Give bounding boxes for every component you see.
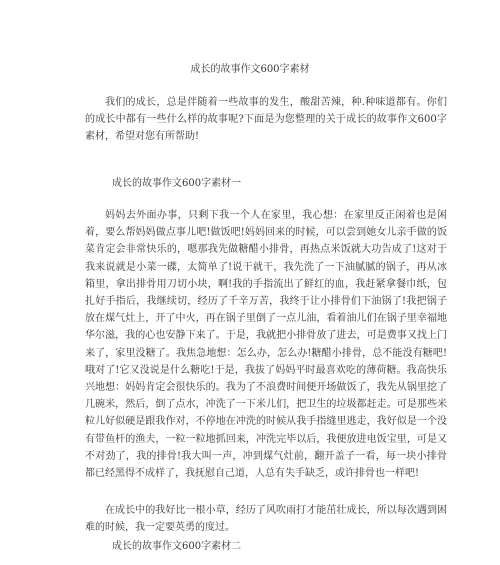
closing-paragraph: 在成长中的我好比一根小草，经历了风吹雨打才能茁壮成长，所以每次遇到困难的时候，我一定要英勇的度过。 (85, 505, 447, 534)
document-title: 成长的故事作文600字素材 (190, 64, 310, 75)
section-heading-2: 成长的故事作文600字素材二 (112, 541, 242, 552)
section-heading-1: 成长的故事作文600字素材一 (112, 178, 242, 189)
story-paragraph: 妈妈去外面办事，只剩下我一个人在家里，我心想：在家里反正闲着也是闲着，要么帮妈妈做点事儿吧!做饭吧!妈妈回来的时候，可以尝到她女儿亲手做的饭菜肯定会非常快乐的，嗯那我先做糖醋小排骨，再热点米饭就大功告成了!这对于我来说就是小菜一碟，太简单了!说干就干，我先洗了一下油腻腻的锅子，再从冰箱里，拿出排骨用刀切小块，啊!我的手指流出了鲜红的血，我赶紧拿餐巾纸，包扎好手指后，我继续切，经历了千辛万苦，我终于让小排骨们下油锅了!我把锅子放在煤气灶上，开了中火，再在锅子里倒了一点儿油，看着油儿们在锅子里幸福地华尔滋，我的心也安静下来了。于是，我就把小排骨放了进去，可是费事又找上门来了，家里没糖了。我焦急地想：怎么办，怎么办!糖醋小排骨，总不能没有糖吧!哦对了!它又没说是什么糖吃!于是，我拔了妈妈平时最喜欢吃的薄荷糖。我高快乐兴地想：妈妈肯定会很快乐的。我为了不浪费时间便开场做饭了，我先从锅里挖了几碗米，然后，倒了点水，冲洗了一下米儿们，把卫生的垃圾都赶走。可是那些米粒儿好似硬是跟我作对，不停地在冲洗的时候从我手指缝里逃走，我好似是一个没有带鱼杆的渔夫，一粒一粒地抓回来，冲洗完毕以后，我便放进电饭宝里，可是又不对劲了，我的排骨!我大叫一声，冲到煤气灶前，翻开盖子一看，每一块小排骨都已经黑得不成样了，我抚慰自己道，人总有失手缺乏，或许排骨也一样吧! (85, 210, 447, 480)
intro-paragraph: 我们的成长，总是伴随着一些故事的发生，酸甜苦辣，种.种味道都有。你们的成长中都有一些什么样的故事呢?下面是为您整理的关于成长的故事作文600字素材，希望对您有所帮助! (85, 97, 447, 143)
